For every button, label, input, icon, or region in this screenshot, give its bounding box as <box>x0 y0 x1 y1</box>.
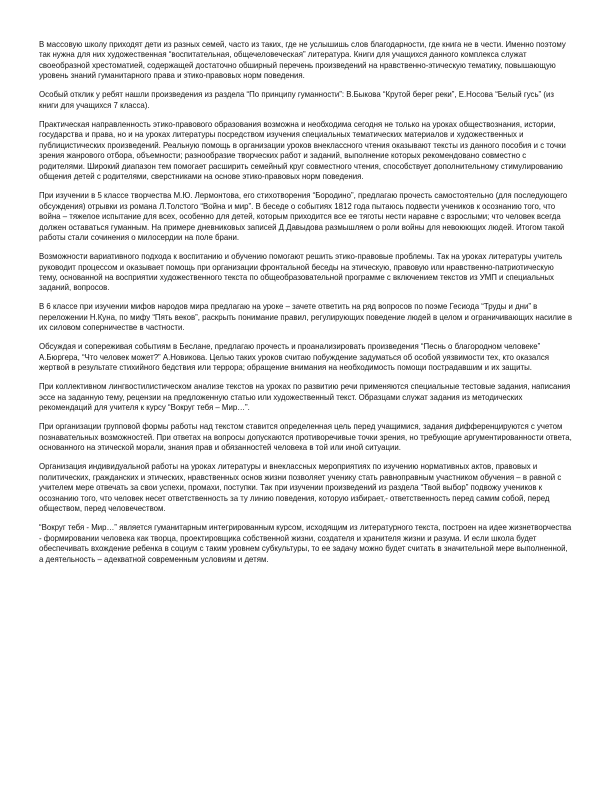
paragraph-11: “Вокруг тебя - Мир…” является гуманитарным интегрированным курсом, исходящим из литературного текста, построен на идее жизнетворчества - формировании человека как творца, проектировщика собственной жизни, создателя и хранителя жизни и разума. И если школа будет обеспечивать вхождение ребенка в социум с таким уровнем субкультуры, то ее задачу можно будет считать в значительной мере выполненной, а деятельность – адекватной современным условиям и детям. <box>39 523 572 564</box>
paragraph-8: При коллективном лингвостилистическом анализе текстов на уроках по развитию речи применяются специальные тестовые задания, написания эссе на заданную тему, рецензии на предложенную статью или художественный текст. Образцами служат задания из методических рекомендаций для учителя к курсу “Вокруг тебя – Мир…”. <box>39 382 571 413</box>
paragraph-1: В массовую школу приходят дети из разных семей, часто из таких, где не услышишь слов благодарности, где книга не в чести. Именно поэтому так нужна для них художественная “воспитательная, общечеловеческая” литература. Книги для учащихся данного комплекса служат своеобразной хрестоматией, содержащей достаточно обширный перечень произведений на нравственно-этическую тематику, повышающую уровень знаний гуманитарного права и этико-правовых норм поведения. <box>39 40 566 81</box>
paragraph-7: Обсуждая и сопереживая событиям в Беслане, предлагаю прочесть и проанализировать произведения “Песнь о благородном человеке” А.Бюргера, “Что человек может?” А.Новикова. Целью таких уроков считаю побуждение задуматься об особой уязвимости тех, кто оказался жертвой в результате стихийного бедствия или террора; обращение внимания на необходимость помощи пострадавшим и их защиты. <box>39 342 550 373</box>
paragraph-9: При организации групповой формы работы над текстом ставится определенная цель перед учащимися, задания дифференцируются с учетом познавательных возможностей. При ответах на вопросы допускаются противоречивые точки зрения, но требующие аргументированности ответа, основанного на этической морали, знания прав и обязанностей человека в той или иной ситуации. <box>39 422 572 453</box>
paragraph-2: Особый отклик у ребят нашли произведения из раздела “По принципу гуманности”: В.Быкова “Крутой берег реки”, Е.Носова “Белый гусь” (из книги для учащихся 7 класса). <box>39 90 554 110</box>
paragraph-3: Практическая направленность этико-правового образования возможна и необходима сегодня не только на уроках обществознания, истории, государства и права, но и на уроках литературы посредством изучения специальных тематических материалов и художественных и публицистических произведений. Реальную помощь в организации уроков внеклассного чтения оказывают тексты из данного пособия и с точки зрения жанрового отбора, объемности; разнообразие творческих работ и заданий, выполнение которых рекомендовано совместно с родителями. Широкий диапазон тем помогает расширить семейный круг совместного чтения, способствует дополнительному стимулированию общения детей с родителями, сверстниками на основе этико-правовых норм поведения. <box>39 119 566 182</box>
paragraph-6: В 6 классе при изучении мифов народов мира предлагаю на уроке – зачете ответить на ряд вопросов по поэме Гесиода “Труды и дни” в переложении Н.Куна, по мифу “Пять веков”, раскрыть понимание правил, регулирующих поведение людей в целом и ограничивающих насилие в их силовом соперничестве в частности. <box>39 302 573 333</box>
paragraph-10: Организация индивидуальной работы на уроках литературы и внеклассных мероприятиях по изучению нормативных актов, правовых и политических, гражданских и этических, нравственных основ жизни позволяет ученику стать равноправным участником обучения – в равной с учителем мере отвечать за свои успехи, промахи, поступки. Так при изучении произведений из раздела “Твой выбор” подвожу учеников к осознанию того, что человек несет ответственность за ту линию поведения, которую избирает,- ответственность перед самим собой, перед обществом, перед человечеством. <box>39 462 562 514</box>
paragraph-5: Возможности вариативного подхода к воспитанию и обучению помогают решить этико-правовые проблемы. Так на уроках литературы учитель руководит процессом и оказывает помощь при организации фронтальной беседы на этическую, правовую или нравственно-патриотическую тему, основанной на восприятии художественного текста по общеобразовательной программе с включением текстов из УМП и специальных заданий, вопросов. <box>39 252 563 293</box>
paragraph-4: При изучении в 5 классе творчества М.Ю. Лермонтова, его стихотворения “Бородино”, предлагаю прочесть самостоятельно (для последующего обсуждения) отрывки из романа Л.Толстого “Война и мир”. В беседе о событиях 1812 года пытаюсь подвести учеников к осознанию того, что война – тяжелое испытание для всех, особенно для детей, которым приходится все ее тяготы нести наравне с взрослыми; что человек всегда должен оставаться гуманным. На примере дневниковых записей Д.Давыдова размышляем о роли войны для невоюющих людей. Итогом такой работы стали сочинения о милосердии на поле брани. <box>39 191 568 243</box>
